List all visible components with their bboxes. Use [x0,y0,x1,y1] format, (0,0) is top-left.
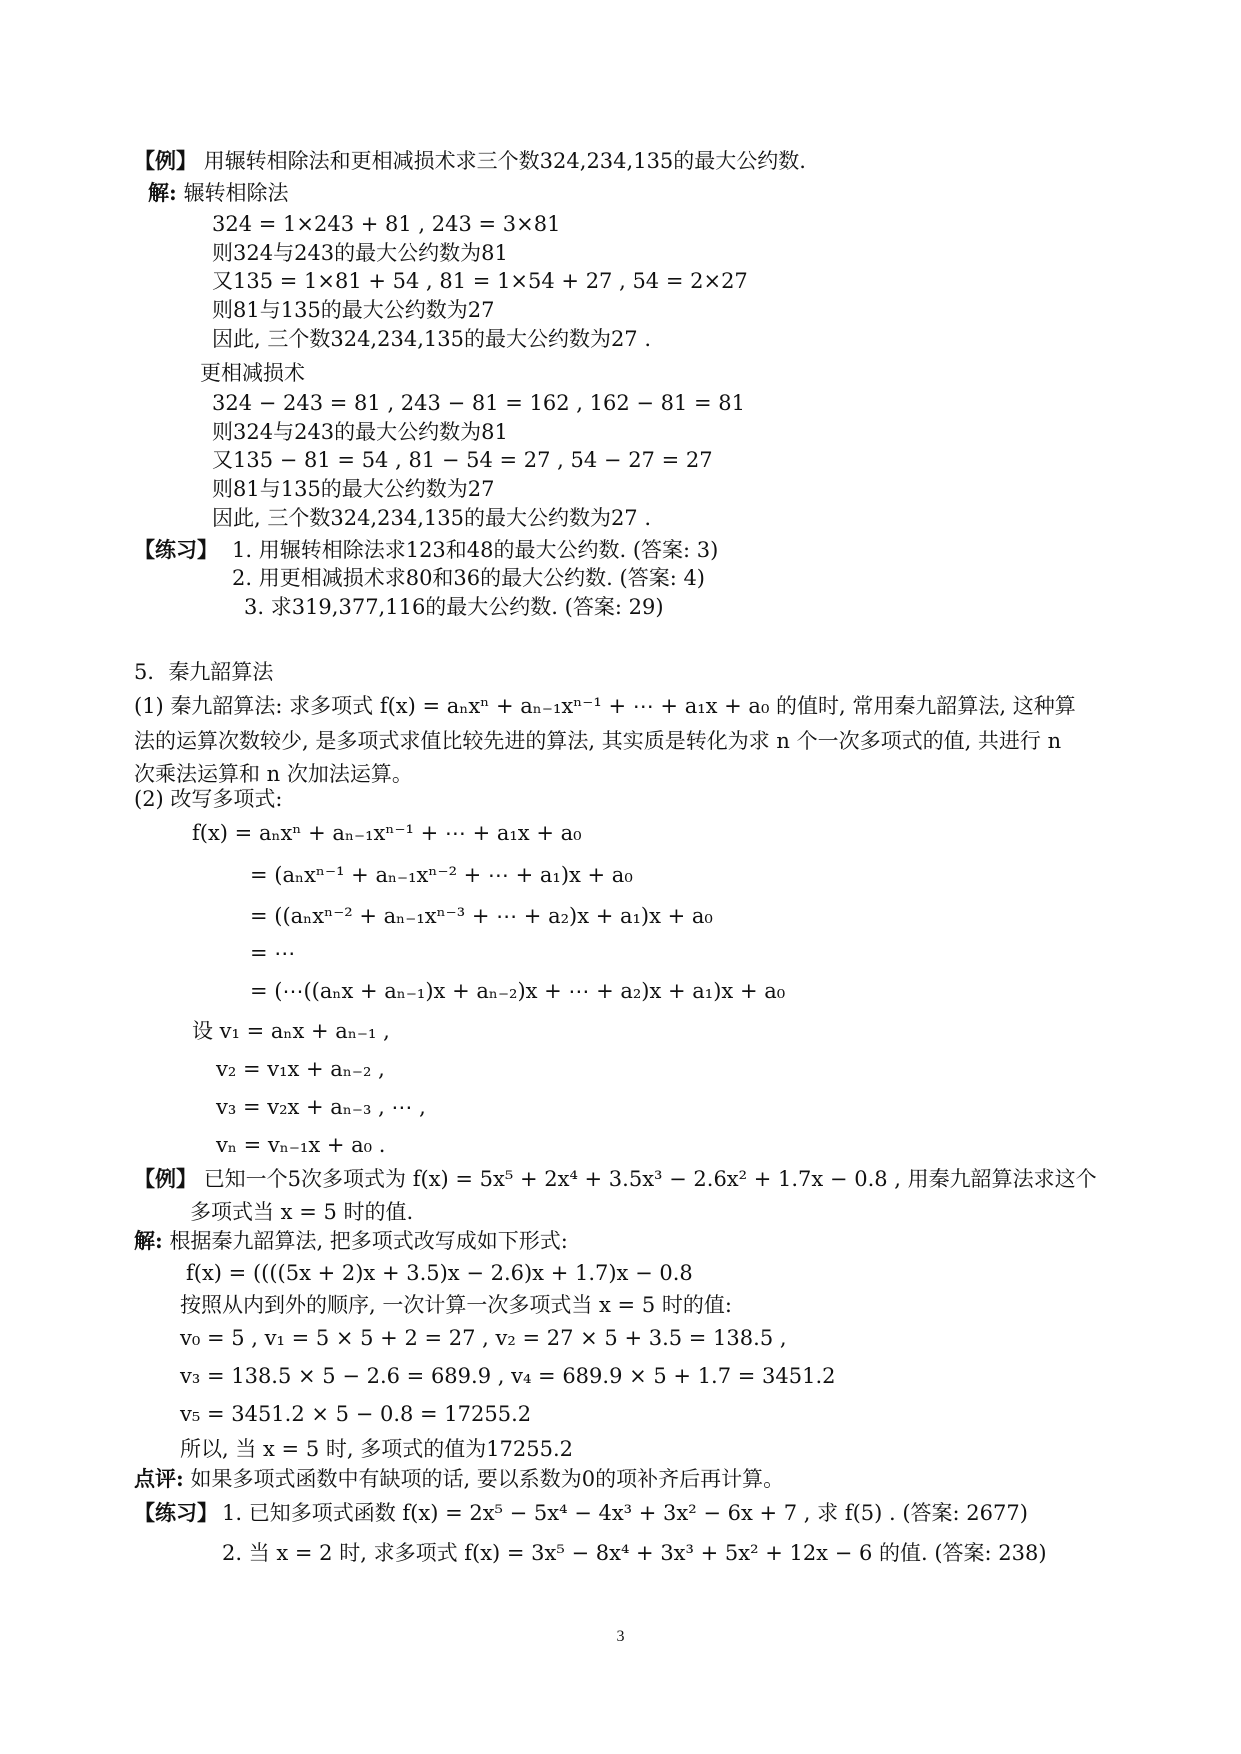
practice-label: 【练习】 [134,537,218,562]
method1-line: 因此, 三个数324,234,135的最大公约数为27 . [212,327,652,351]
calc-line: v₀ = 5 , v₁ = 5 × 5 + 2 = 27 , v₂ = 27 × 5 + 3.5 = 138.5 , [180,1326,787,1350]
example2-label: 【例】 [134,1166,197,1191]
example-label: 【例】 [134,148,197,173]
practice-item: 1. 用辗转相除法求123和48的最大公约数. (答案: 3) [232,538,719,562]
example-heading [134,148,806,174]
section-title: 5．秦九韶算法 [134,660,274,684]
calc-line: v₅ = 3451.2 × 5 − 0.8 = 17255.2 [180,1402,532,1426]
method2-line: 又135 − 81 = 54 , 81 − 54 = 27 , 54 − 27 = 27 [212,448,713,472]
solution2-heading [134,1228,568,1254]
solution-heading [148,180,288,206]
solution-label: 解: [148,180,177,205]
example2-text: 已知一个5次多项式为 f(x) = 5x⁵ + 2x⁴ + 3.5x³ − 2.6x² + 1.7x − 0.8 , 用秦九韶算法求这个 [203,1167,1097,1191]
section-paragraph-line: (1) 秦九韶算法: 求多项式 f(x) = aₙxⁿ + aₙ₋₁xⁿ⁻¹ + ⋯ + a₁x + a₀ 的值时, 常用秦九韶算法, 这种算 [134,694,1076,718]
example2-heading [134,1166,1097,1192]
comment-label: 点评: [134,1466,184,1491]
comment-text: 如果多项式函数中有缺项的话, 要以系数为0的项补齐后再计算。 [190,1467,785,1491]
formula-line: = ((aₙxⁿ⁻² + aₙ₋₁xⁿ⁻³ + ⋯ + a₂)x + a₁)x + a₀ [250,904,713,928]
solution2-label: 解: [134,1228,163,1253]
solution2-conclusion: 所以, 当 x = 5 时, 多项式的值为17255.2 [180,1437,574,1461]
formula-line: = ⋯ [250,941,296,965]
calc-line: v₃ = 138.5 × 5 − 2.6 = 689.9 , v₄ = 689.9 × 5 + 1.7 = 3451.2 [180,1364,836,1388]
formula-line: f(x) = aₙxⁿ + aₙ₋₁xⁿ⁻¹ + ⋯ + a₁x + a₀ [192,821,582,845]
method1-line: 则324与243的最大公约数为81 [212,241,508,265]
method1-line: 324 = 1×243 + 81 , 243 = 3×81 [212,212,561,236]
v-line: vₙ = vₙ₋₁x + a₀ . [216,1133,386,1157]
comment [134,1466,784,1492]
practice-item: 3. 求319,377,116的最大公约数. (答案: 29) [244,595,664,619]
method2-line: 则324与243的最大公约数为81 [212,420,508,444]
practice2-label: 【练习】 [134,1500,218,1525]
practice2-item: 1. 已知多项式函数 f(x) = 2x⁵ − 5x⁴ − 4x³ + 3x² − 6x + 7 , 求 f(5) . (答案: 2677) [222,1501,1028,1525]
formula-line: = (aₙxⁿ⁻¹ + aₙ₋₁xⁿ⁻² + ⋯ + a₁)x + a₀ [250,863,633,887]
method1-line: 则81与135的最大公约数为27 [212,298,495,322]
method2-line: 因此, 三个数324,234,135的最大公约数为27 . [212,506,652,530]
method1-title: 辗转相除法 [183,181,289,205]
v-line: v₃ = v₂x + aₙ₋₃ , ⋯ , [216,1095,426,1119]
practice-item: 2. 用更相减损术求80和36的最大公约数. (答案: 4) [232,566,706,590]
subsection-title: (2) 改写多项式: [134,787,283,811]
v-line: 设 v₁ = aₙx + aₙ₋₁ , [192,1019,390,1043]
solution2-order: 按照从内到外的顺序, 一次计算一次多项式当 x = 5 时的值: [180,1293,732,1317]
method1-line: 又135 = 1×81 + 54 , 81 = 1×54 + 27 , 54 = 2×27 [212,269,748,293]
solution2-intro: 根据秦九韶算法, 把多项式改写成如下形式: [169,1229,568,1253]
practice2-item: 2. 当 x = 2 时, 求多项式 f(x) = 3x⁵ − 8x⁴ + 3x³ + 5x² + 12x − 6 的值. (答案: 238) [222,1541,1047,1565]
page-number: 3 [616,1628,625,1645]
v-line: v₂ = v₁x + aₙ₋₂ , [216,1057,385,1081]
section-paragraph-line: 次乘法运算和 n 次加法运算。 [134,762,413,786]
formula-line: = (⋯((aₙx + aₙ₋₁)x + aₙ₋₂)x + ⋯ + a₂)x + a₁)x + a₀ [250,979,786,1003]
section-paragraph-line: 法的运算次数较少, 是多项式求值比较先进的算法, 其实质是转化为求 n 个一次多项式的值, 共进行 n [134,729,1062,753]
example2-text-line2: 多项式当 x = 5 时的值. [190,1200,414,1224]
solution2-formula: f(x) = ((((5x + 2)x + 3.5)x − 2.6)x + 1.7)x − 0.8 [186,1261,693,1285]
example-text: 用辗转相除法和更相减损术求三个数324,234,135的最大公约数. [203,149,806,173]
method2-line: 则81与135的最大公约数为27 [212,477,495,501]
method2-line: 324 − 243 = 81 , 243 − 81 = 162 , 162 − 81 = 81 [212,391,746,415]
method2-title: 更相减损术 [200,361,305,385]
